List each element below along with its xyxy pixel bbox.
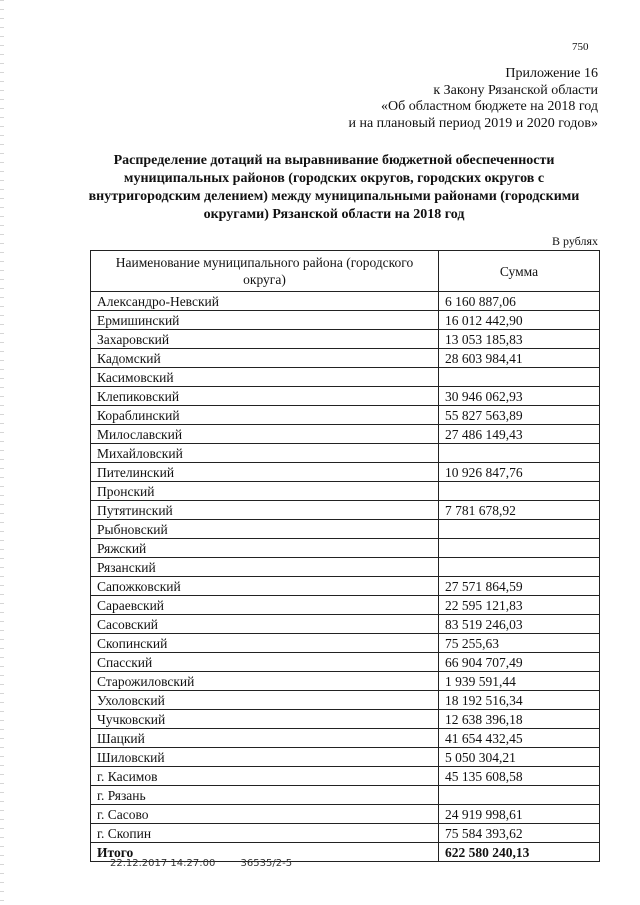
amount-cell: 83 519 246,03 xyxy=(439,615,600,634)
amount-cell: 7 781 678,92 xyxy=(439,501,600,520)
footer-timestamp: 22.12.2017 14:27:00 xyxy=(110,858,216,869)
amount-cell xyxy=(439,368,600,387)
district-name-cell: г. Скопин xyxy=(91,824,439,843)
amount-cell: 22 595 121,83 xyxy=(439,596,600,615)
table-row xyxy=(91,482,600,501)
amount-cell: 12 638 396,18 xyxy=(439,710,600,729)
district-name-cell: Рыбновский xyxy=(91,520,439,539)
table-row xyxy=(91,444,600,463)
table-row xyxy=(91,463,600,482)
page-number: 750 xyxy=(572,41,589,53)
district-name-cell: Рязанский xyxy=(91,558,439,577)
title-line-3: внутригородским делением) между муниципальными районами (городскими xyxy=(88,189,580,204)
district-name-cell: г. Рязань xyxy=(91,786,439,805)
table-row xyxy=(91,501,600,520)
table-row xyxy=(91,824,600,843)
district-name-cell: Клепиковский xyxy=(91,387,439,406)
district-name-cell: Сараевский xyxy=(91,596,439,615)
amount-cell: 66 904 707,49 xyxy=(439,653,600,672)
district-name-cell: г. Сасово xyxy=(91,805,439,824)
title-line-2: муниципальных районов (городских округов, городских округов с xyxy=(123,171,545,186)
subsidy-table xyxy=(90,250,600,862)
document-title xyxy=(60,152,608,224)
district-name-cell: Александро-Невский xyxy=(91,292,439,311)
table-row xyxy=(91,406,600,425)
table-body xyxy=(91,292,600,862)
amount-cell: 18 192 516,34 xyxy=(439,691,600,710)
amount-cell xyxy=(439,520,600,539)
district-name-cell: Захаровский xyxy=(91,330,439,349)
district-name-cell: Скопинский xyxy=(91,634,439,653)
amount-cell xyxy=(439,482,600,501)
district-name-cell: Чучковский xyxy=(91,710,439,729)
district-name-cell: Касимовский xyxy=(91,368,439,387)
district-name-cell: Ряжский xyxy=(91,539,439,558)
amount-cell: 55 827 563,89 xyxy=(439,406,600,425)
table-row xyxy=(91,292,600,311)
column-header-amount: Сумма xyxy=(439,251,600,292)
table-row xyxy=(91,387,600,406)
amount-cell: 24 919 998,61 xyxy=(439,805,600,824)
table-row xyxy=(91,729,600,748)
table-row xyxy=(91,368,600,387)
table-row xyxy=(91,691,600,710)
footer-doc-code: 36535/2-5 xyxy=(240,858,293,869)
table-row xyxy=(91,330,600,349)
district-name-cell: Пронский xyxy=(91,482,439,501)
amount-cell: 45 135 608,58 xyxy=(439,767,600,786)
amount-cell: 28 603 984,41 xyxy=(439,349,600,368)
district-name-cell: Кадомский xyxy=(91,349,439,368)
appendix-line-1: Приложение 16 xyxy=(505,66,598,81)
district-name-cell: Сапожковский xyxy=(91,577,439,596)
table-row xyxy=(91,577,600,596)
district-name-cell: Старожиловский xyxy=(91,672,439,691)
amount-cell: 75 255,63 xyxy=(439,634,600,653)
district-name-cell: Кораблинский xyxy=(91,406,439,425)
district-name-cell: Сасовский xyxy=(91,615,439,634)
table-row xyxy=(91,710,600,729)
amount-cell: 10 926 847,76 xyxy=(439,463,600,482)
district-name-cell: Ермишинский xyxy=(91,311,439,330)
table-row xyxy=(91,672,600,691)
table-row xyxy=(91,311,600,330)
amount-cell: 75 584 393,62 xyxy=(439,824,600,843)
table-row xyxy=(91,520,600,539)
amount-cell: 41 654 432,45 xyxy=(439,729,600,748)
appendix-reference xyxy=(348,66,598,132)
title-line-1: Распределение дотаций на выравнивание бюджетной обеспеченности xyxy=(113,153,555,168)
district-name-cell: г. Касимов xyxy=(91,767,439,786)
amount-cell: 1 939 591,44 xyxy=(439,672,600,691)
column-header-name: Наименование муниципального района (городского округа) xyxy=(91,251,439,292)
district-name-cell: Спасский xyxy=(91,653,439,672)
table-header-row xyxy=(91,251,600,292)
table-row xyxy=(91,615,600,634)
table-row xyxy=(91,805,600,824)
table-row xyxy=(91,558,600,577)
amount-cell: 27 571 864,59 xyxy=(439,577,600,596)
footer-stamp xyxy=(110,858,314,869)
amount-cell xyxy=(439,786,600,805)
table-row xyxy=(91,767,600,786)
amount-cell: 6 160 887,06 xyxy=(439,292,600,311)
amount-cell xyxy=(439,558,600,577)
table-row xyxy=(91,349,600,368)
amount-cell: 5 050 304,21 xyxy=(439,748,600,767)
amount-cell: 30 946 062,93 xyxy=(439,387,600,406)
table-row xyxy=(91,596,600,615)
units-label: В рублях xyxy=(551,234,598,248)
table-row xyxy=(91,634,600,653)
scan-margin-marks xyxy=(0,0,4,905)
table-row xyxy=(91,748,600,767)
title-line-4: округами) Рязанской области на 2018 год xyxy=(203,207,465,222)
table-row xyxy=(91,539,600,558)
district-name-cell: Пителинский xyxy=(91,463,439,482)
amount-cell xyxy=(439,539,600,558)
table-row xyxy=(91,653,600,672)
district-name-cell: Ухоловский xyxy=(91,691,439,710)
table-row xyxy=(91,425,600,444)
district-name-cell: Шиловский xyxy=(91,748,439,767)
district-name-cell: Михайловский xyxy=(91,444,439,463)
district-name-cell: Шацкий xyxy=(91,729,439,748)
amount-cell xyxy=(439,444,600,463)
district-name-cell: Милославский xyxy=(91,425,439,444)
amount-cell: 16 012 442,90 xyxy=(439,311,600,330)
district-name-cell: Путятинский xyxy=(91,501,439,520)
appendix-line-4: и на плановый период 2019 и 2020 годов» xyxy=(348,115,598,131)
total-label: Итого xyxy=(91,843,439,862)
appendix-line-2: к Закону Рязанской области xyxy=(433,82,598,98)
table-row xyxy=(91,786,600,805)
amount-cell: 27 486 149,43 xyxy=(439,425,600,444)
amount-cell: 13 053 185,83 xyxy=(439,330,600,349)
appendix-line-3: «Об областном бюджете на 2018 год xyxy=(381,99,598,114)
total-amount: 622 580 240,13 xyxy=(439,843,600,862)
